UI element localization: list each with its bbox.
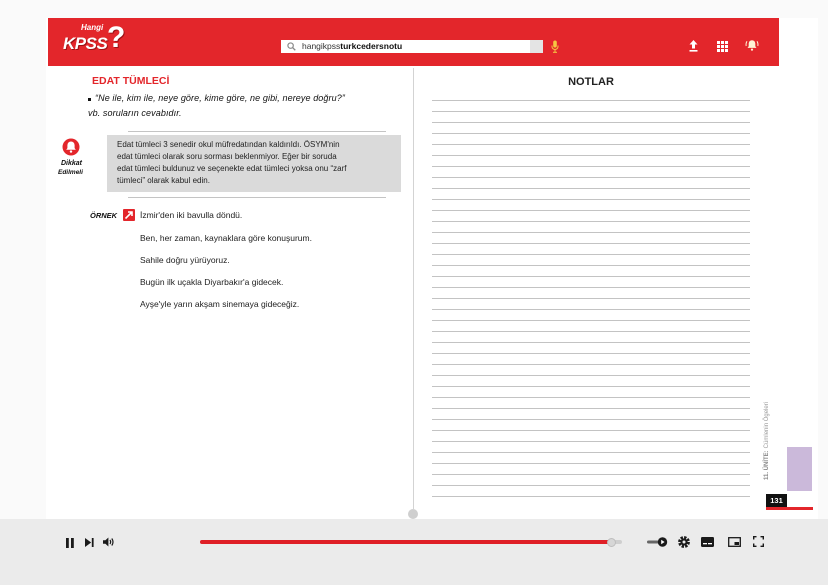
lesson-title: EDAT TÜMLECİ [92,75,170,87]
note-line: Edat tümleci 3 senedir okul müfredatından kaldırıldı. ÖSYM'nin [117,140,340,149]
logo[interactable] [62,20,130,62]
search-value-prefix: hangikpss [302,41,341,51]
example-sentence: Ben, her zaman, kaynaklara göre konuşurum. [140,233,312,243]
search-box[interactable] [281,40,543,53]
example-label: ÖRNEK [90,211,118,220]
apps-grid-icon[interactable] [717,41,728,52]
divider-knob [408,509,418,519]
search-button[interactable] [530,40,543,53]
player-controls [0,519,828,585]
progress-bar[interactable] [200,540,622,544]
subtitles-icon[interactable] [701,537,714,547]
search-input[interactable] [302,40,402,53]
volume-icon[interactable] [103,537,115,547]
logo-small-text: Hangi [81,23,104,32]
gear-icon[interactable] [678,536,690,548]
mic-icon[interactable] [551,40,559,53]
note-line: edat tümleci olarak soru sorması beklenmiyor. Eğer bir soruda [117,152,337,161]
notes-title: NOTLAR [568,76,614,88]
example-sentence: Sahile doğru yürüyoruz. [140,255,230,265]
example-sentence: Ayşe'yle yarın akşam sinemaya gideceğiz. [140,299,300,309]
logo-main-text: KPSS [63,34,108,53]
top-bar [48,18,779,66]
fullscreen-icon[interactable] [753,536,764,547]
unit-number: 11. ÜNİTE: [764,450,770,480]
bullet-question: “Ne ile, kim ile, neye göre, kime göre, ne gibi, nereye doğru?” [95,93,345,103]
bell-icon[interactable] [745,39,759,52]
note-label-bottom: Edilmeli [58,169,83,176]
progress-fill [200,540,612,544]
search-icon [287,42,296,51]
column-divider [413,68,414,509]
page-number-rule [766,507,813,510]
example-sentence: Bugün ilk uçakla Diyarbakır'a gidecek. [140,277,284,287]
note-line: tümleci” olarak kabul edin. [117,176,210,185]
ruled-note-lines [432,90,750,498]
bullet-continuation: vb. soruların cevabıdır. [88,108,182,118]
logo-question-mark: ? [107,21,126,54]
pencil-arrow-icon [123,209,135,221]
divider [128,131,386,132]
pause-icon[interactable] [66,538,74,548]
note-line: edat tümleci buldunuz ve seçenekte edat tümleci yoksa onu “zarf [117,164,347,173]
search-value-bold: turkcedersnotu [340,41,403,51]
next-icon[interactable] [85,538,94,547]
unit-color-tab [787,447,812,491]
upload-icon[interactable] [689,40,698,52]
divider [128,197,386,198]
unit-label [763,390,771,480]
page-number: 131 [766,494,787,507]
bullet-marker [88,98,91,101]
unit-name: Cümlenin Ögeleri [764,401,770,449]
note-label-top: Dikkat [61,160,83,167]
progress-thumb[interactable] [607,538,616,547]
alert-bell-icon [62,138,80,156]
example-sentence: İzmir'den iki bavulla döndü. [140,210,243,220]
miniplayer-icon[interactable] [728,537,741,547]
autoplay-toggle-icon[interactable] [647,537,668,547]
warning-note [107,135,401,192]
